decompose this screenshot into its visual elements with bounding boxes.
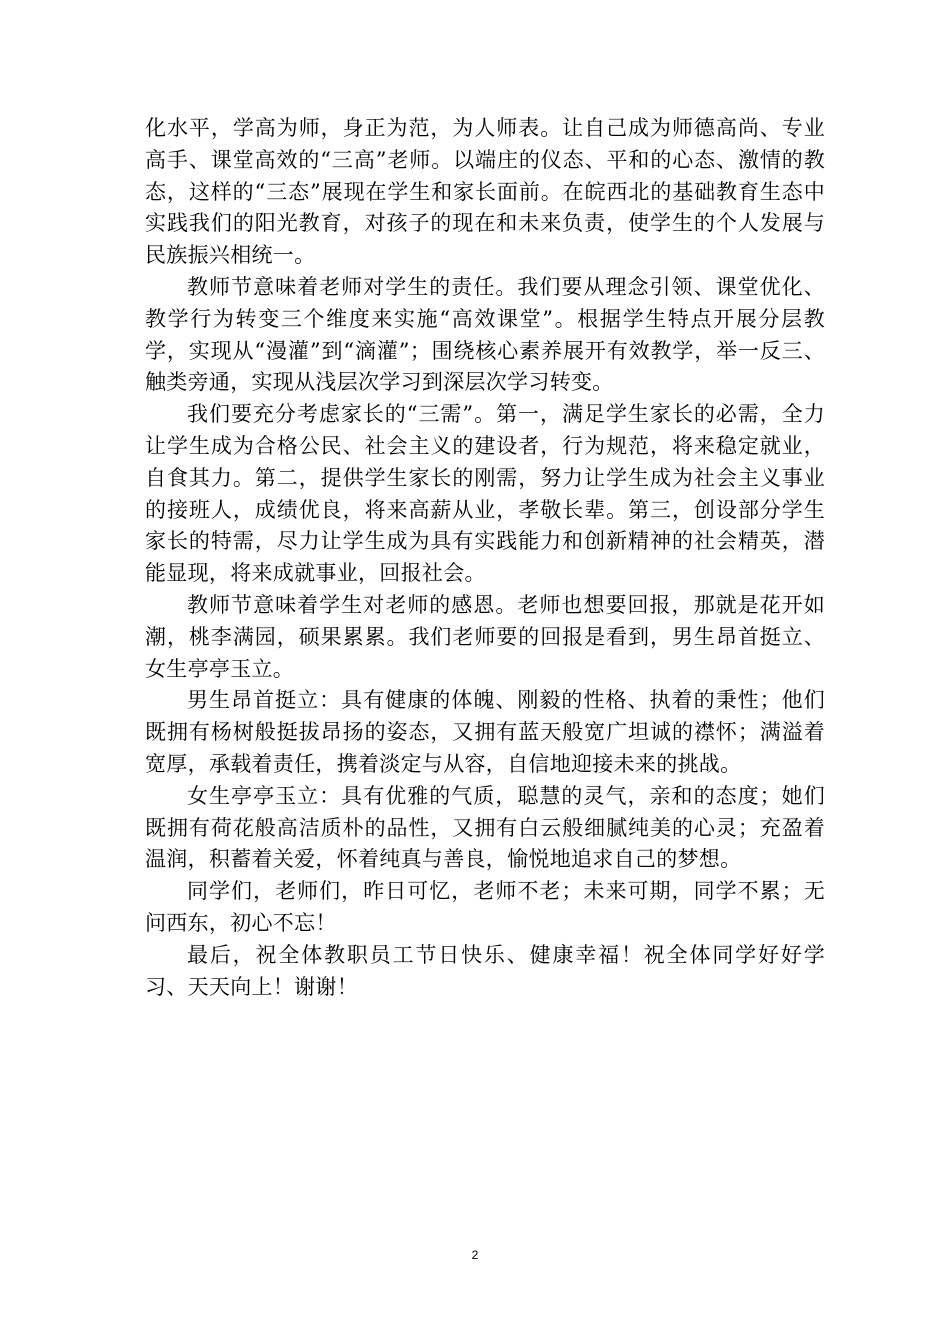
page-number: 2 [471, 1248, 479, 1262]
paragraph-continued: 化水平，学高为师，身正为范，为人师表。让自己成为师德高尚、专业高手、课堂高效的“三高”老师。以端庄的仪态、平和的心态、激情的教态，这样的“三态”展现在学生和家长面前。在皖西北的基础教育生态中实践我们的阳光教育，对孩子的现在和未来负责，使学生的个人发展与民族振兴相统一。 [145, 116, 825, 268]
paragraph-boys: 男生昂首挺立：具有健康的体魄、刚毅的性格、执着的秉性；他们既拥有杨树般挺拔昂扬的姿态，又拥有蓝天般宽广坦诚的襟怀；满溢着宽厚，承载着责任，携着淡定与从容，自信地迎接未来的挑战。 [145, 688, 825, 776]
paragraph-parent-needs: 我们要充分考虑家长的“三需”。第一，满足学生家长的必需，全力让学生成为合格公民、社会主义的建设者，行为规范，将来稳定就业，自食其力。第二，提供学生家长的刚需，努力让学生成为社会主义事业的接班人，成绩优良，将来高薪从业，孝敬长辈。第三，创设部分学生家长的特需，尽力让学生成为具有实践能力和创新精神的社会精英，潜能显现，将来成就事业，回报社会。 [145, 402, 825, 586]
paragraph-student-gratitude: 教师节意味着学生对老师的感恩。老师也想要回报，那就是花开如潮，桃李满园，硕果累累。我们老师要的回报是看到，男生昂首挺立、女生亭亭玉立。 [145, 592, 825, 681]
document-body [145, 113, 825, 1003]
paragraph-girls: 女生亭亭玉立：具有优雅的气质，聪慧的灵气，亲和的态度；她们既拥有荷花般高洁质朴的品性，又拥有白云般细腻纯美的心灵；充盈着温润，积蓄着关爱，怀着纯真与善良，愉悦地追求自己的梦想。 [145, 783, 825, 872]
paragraph-teacher-responsibility: 教师节意味着老师对学生的责任。我们要从理念引领、课堂优化、教学行为转变三个维度来实施“高效课堂”。根据学生特点开展分层教学，实现从“漫灌”到“滴灌”；围绕核心素养展开有效教学，举一反三、触类旁通，实现从浅层次学习到深层次学习转变。 [145, 274, 825, 395]
paragraph-students-teachers: 同学们，老师们，昨日可忆，老师不老；未来可期，同学不累；无问西东，初心不忘！ [145, 879, 825, 935]
paragraph-closing: 最后，祝全体教职员工节日快乐、健康幸福！祝全体同学好好学习、天天向上！谢谢！ [145, 942, 825, 999]
